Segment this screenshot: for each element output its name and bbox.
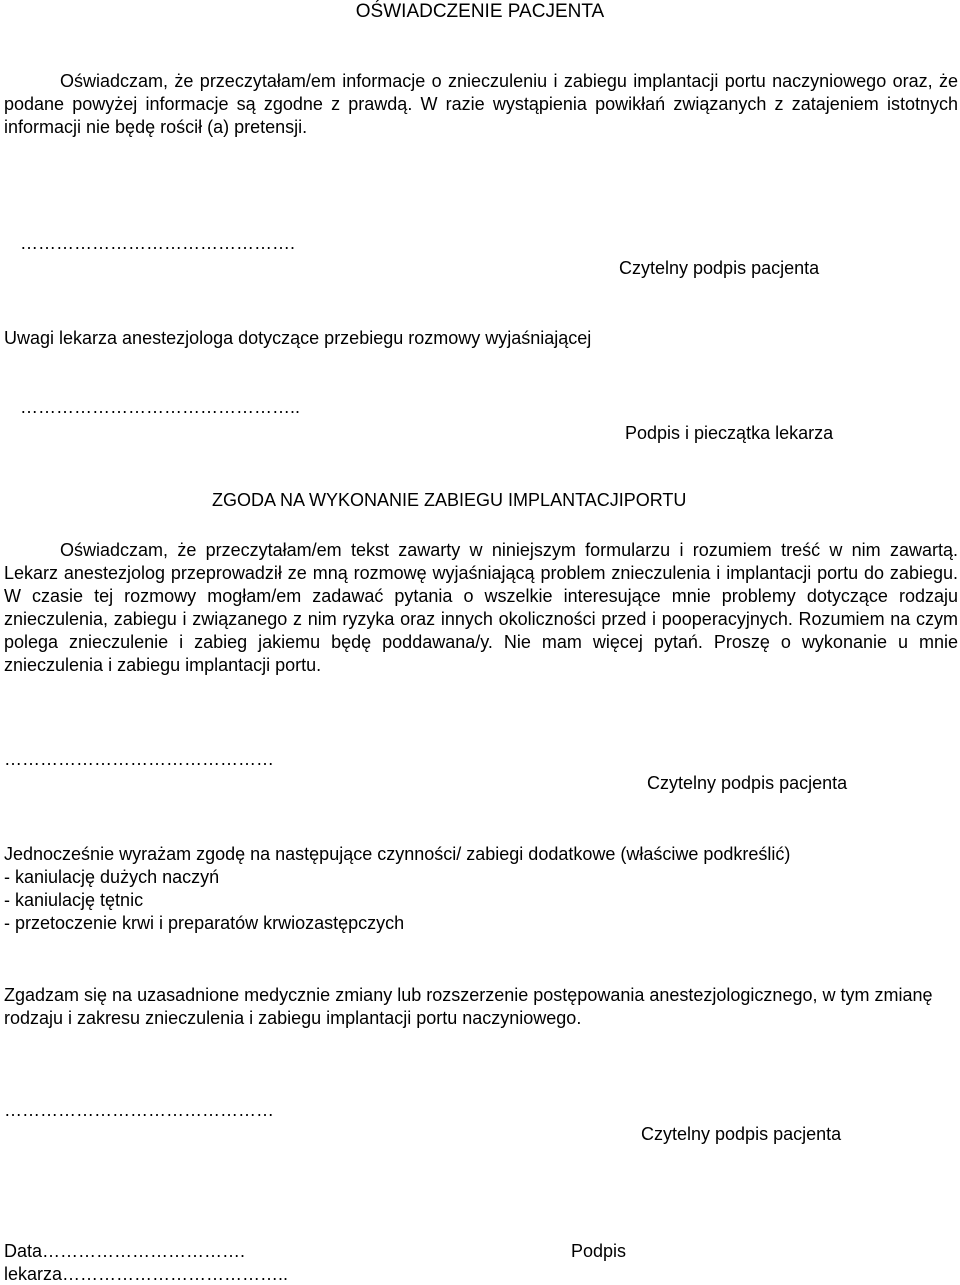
consent-signature-dots: ……………………………………… (4, 749, 274, 769)
statement-title: OŚWIADCZENIE PACJENTA (355, 1, 605, 22)
doctor-field: lekarza……………………………….. (4, 1264, 289, 1284)
doctor-signature-label: Podpis i pieczątka lekarza (625, 423, 834, 443)
changes-paragraph: Zgadzam się na uzasadnione medycznie zmiany lub rozszerzenie postępowania anestezjologicznego, w tym zmianę rodzaju i zakresu znieczulenia i zabiegu implantacji portu naczyniowego. (4, 985, 933, 1028)
changes-signature-label: Czytelny podpis pacjenta (641, 1124, 842, 1144)
consent-title: ZGODA NA WYKONANIE ZABIEGU IMPLANTACJIPORTU (212, 490, 687, 510)
date-field: Data……………………………. (4, 1241, 246, 1261)
changes-signature-dots: ……………………………………… (4, 1100, 274, 1120)
additional-procedures-intro: Jednocześnie wyrażam zgodę na następujące czynności/ zabiegi dodatkowe (właściwe podkreślić) (4, 844, 791, 864)
list-item: - kaniulację tętnic (4, 890, 144, 910)
doctor-signature-dots: ……………………………………….. (20, 397, 301, 417)
consent-paragraph: Oświadczam, że przeczytałam/em tekst zawarty w niniejszym formularzu i rozumiem treść w nim zawartą. Lekarz anestezjolog przeprowadził ze mną rozmowę wyjaśniającą problem znieczulenia i implantacji portu do zabiegu. W czasie tej rozmowy mogłam/em zadawać pytania o wszelkie interesujące mnie problemy dotyczące rodzaju znieczulenia, zabiegu i związanego z nim ryzyka oraz innych okoliczności przed i pooperacyjnych. Rozumiem na czym polega znieczulenie i zabieg jakiemu będę poddawana/y. Nie mam więcej pytań. Proszę o wykonanie u mnie znieczulenia i zabiegu implantacji portu. (4, 540, 958, 675)
patient-signature-label: Czytelny podpis pacjenta (619, 258, 820, 278)
consent-signature-label: Czytelny podpis pacjenta (647, 773, 848, 793)
footer-signature-label: Podpis (571, 1241, 627, 1261)
list-item: - kaniulację dużych naczyń (4, 867, 220, 887)
patient-signature-dots: ………………………………………. (20, 233, 296, 253)
statement-paragraph: Oświadczam, że przeczytałam/em informacje o znieczuleniu i zabiegu implantacji portu naczyniowego oraz, że podane powyżej informacje są zgodne z prawdą. W razie wystąpienia powikłań związanych z zatajeniem istotnych informacji nie będę rościł (a) pretensji. (4, 71, 958, 137)
list-item: - przetoczenie krwi i preparatów krwiozastępczych (4, 913, 405, 933)
anesthesiologist-notes-label: Uwagi lekarza anestezjologa dotyczące przebiegu rozmowy wyjaśniającej (4, 328, 592, 348)
